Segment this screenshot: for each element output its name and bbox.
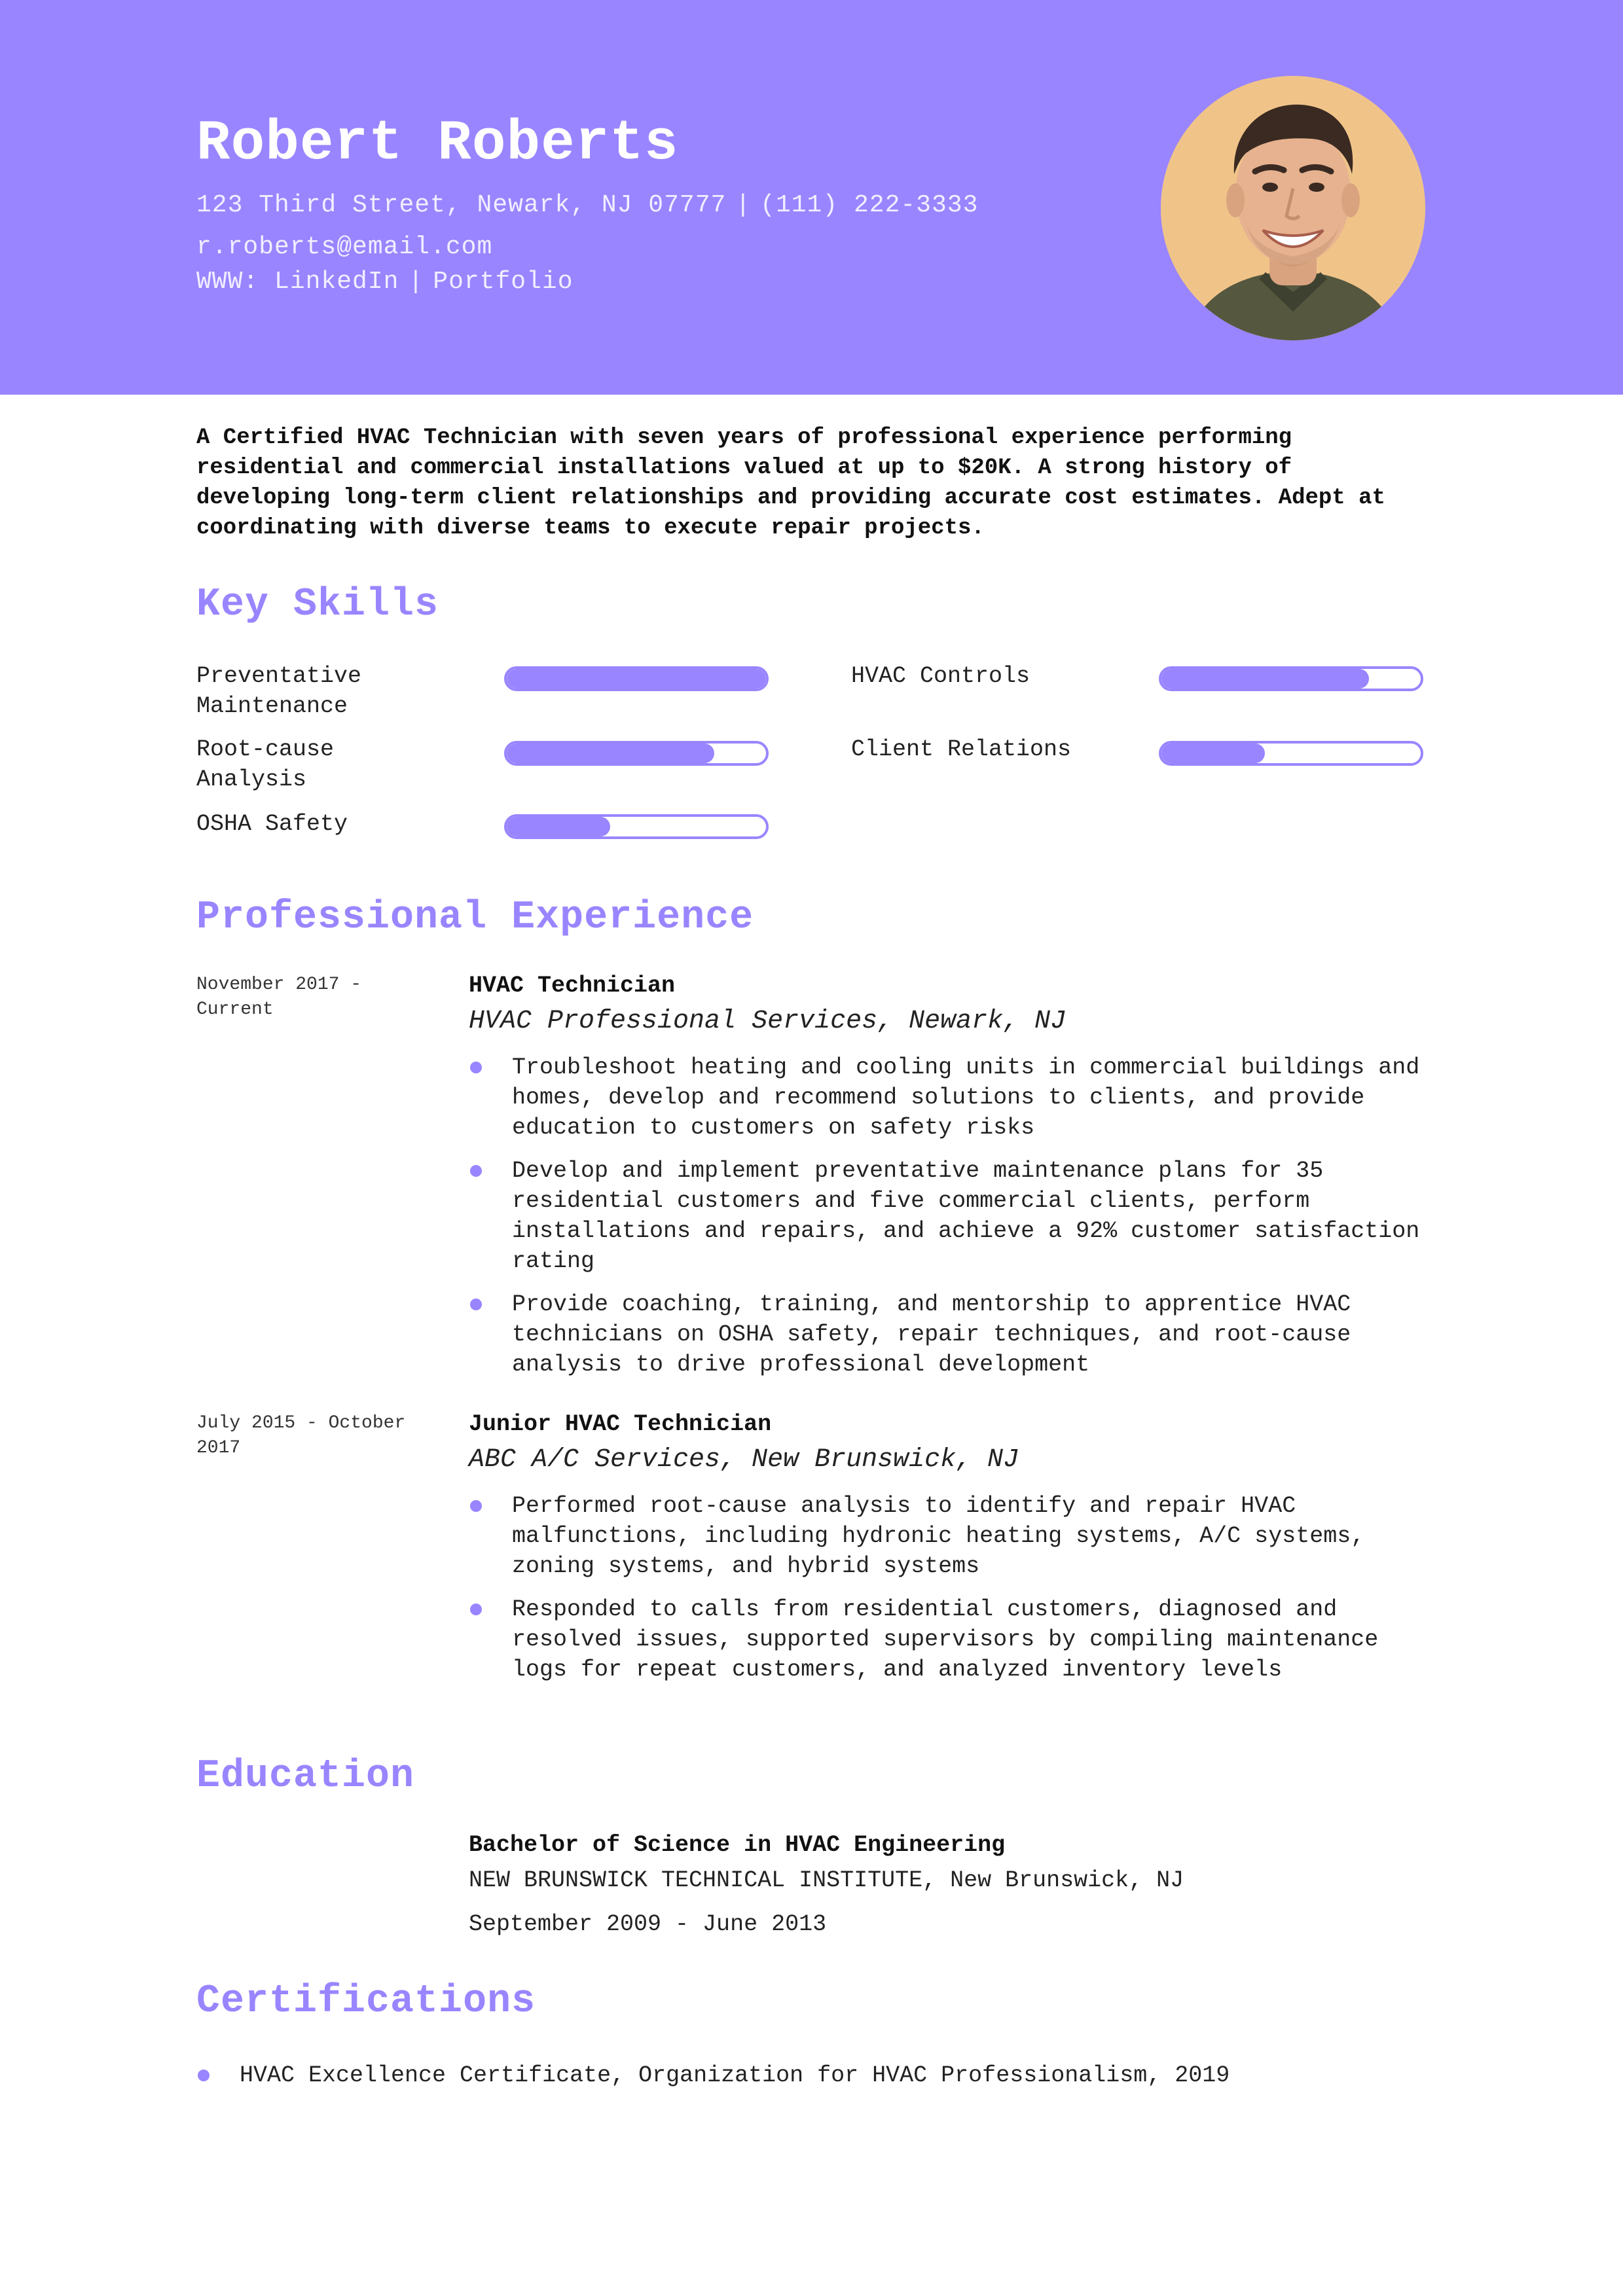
job-dates: November 2017 - Current bbox=[196, 975, 362, 1020]
job-title: Junior HVAC Technician bbox=[469, 1411, 772, 1437]
skill-level-bar bbox=[1159, 666, 1423, 691]
www-label: WWW: bbox=[196, 268, 259, 296]
education-school: NEW BRUNSWICK TECHNICAL INSTITUTE, New Brunswick, NJ bbox=[469, 1867, 1184, 1893]
bullet-dot-icon bbox=[470, 1500, 482, 1512]
professional-summary: A Certified HVAC Technician with seven years of professional experience performing residential and commercial installations valued at up to $20K. A strong history of developing long-term client relationships and providing accurate cost estimates. Adept at coordinating with diverse teams to execute repair projects. bbox=[196, 425, 1385, 541]
email-link[interactable]: r.roberts@email.com bbox=[196, 233, 493, 261]
separator: | bbox=[735, 191, 752, 219]
education-degree: Bachelor of Science in HVAC Engineering bbox=[469, 1832, 1006, 1858]
candidate-name: Robert Roberts bbox=[196, 111, 679, 175]
skill-level-fill bbox=[507, 744, 714, 763]
skill-level-bar bbox=[1159, 741, 1423, 766]
skill-level-fill bbox=[1161, 669, 1369, 689]
certifications-heading: Certifications bbox=[196, 1979, 536, 2024]
list-item bbox=[196, 2060, 1230, 2090]
bullet-dot-icon bbox=[470, 1062, 482, 1073]
linkedin-link[interactable]: LinkedIn bbox=[274, 268, 399, 296]
job-bullets bbox=[469, 1491, 1438, 1698]
job-dates: July 2015 - October 2017 bbox=[196, 1413, 406, 1458]
skills-heading: Key Skills bbox=[196, 583, 439, 627]
address-phone-line bbox=[196, 191, 978, 219]
list-item bbox=[469, 1052, 1438, 1143]
bullet-text: Performed root-cause analysis to identify and repair HVAC malfunctions, including hydronic heating systems, A/C systems, zoning systems, and hybrid systems bbox=[512, 1493, 1365, 1579]
job-title: HVAC Technician bbox=[469, 973, 676, 999]
separator: | bbox=[408, 268, 424, 296]
bullet-text: Develop and implement preventative maintenance plans for 35 residential customers and five commercial clients, perform installations and repairs, and achieve a 92% customer satisfaction rating bbox=[512, 1158, 1420, 1274]
job-company: ABC A/C Services, New Brunswick, NJ bbox=[469, 1445, 1019, 1475]
job-bullets bbox=[469, 1052, 1438, 1393]
bullet-dot-icon bbox=[470, 1604, 482, 1615]
skill-label: Client Relations bbox=[851, 736, 1072, 762]
bullet-dot-icon bbox=[470, 1165, 482, 1177]
education-heading: Education bbox=[196, 1754, 415, 1799]
skill-label: HVAC Controls bbox=[851, 663, 1030, 689]
list-item bbox=[469, 1594, 1438, 1685]
email-line bbox=[196, 233, 492, 261]
bullet-text: Provide coaching, training, and mentorship to apprentice HVAC technicians on OSHA safety, repair techniques, and root-cause analysis to drive professional development bbox=[512, 1291, 1351, 1378]
skill-level-bar bbox=[504, 741, 769, 766]
skill-label: OSHA Safety bbox=[196, 811, 348, 837]
list-item bbox=[469, 1491, 1438, 1581]
skill-level-bar bbox=[504, 666, 769, 691]
header-banner bbox=[0, 0, 1623, 395]
bullet-dot-icon bbox=[198, 2070, 210, 2081]
skill-label: Preventative Maintenance bbox=[196, 663, 362, 719]
education-dates: September 2009 - June 2013 bbox=[469, 1911, 827, 1937]
experience-heading: Professional Experience bbox=[196, 895, 754, 940]
certification-text: HVAC Excellence Certificate, Organization for HVAC Professionalism, 2019 bbox=[240, 2062, 1230, 2089]
phone: (111) 222-3333 bbox=[760, 191, 979, 219]
bullet-text: Troubleshoot heating and cooling units in commercial buildings and homes, develop and recommend solutions to clients, and provide education to customers on safety risks bbox=[512, 1054, 1420, 1141]
list-item bbox=[469, 1289, 1438, 1380]
web-links-line bbox=[196, 268, 574, 296]
skill-level-fill bbox=[507, 817, 610, 836]
skill-label: Root-cause Analysis bbox=[196, 736, 335, 793]
address: 123 Third Street, Newark, NJ 07777 bbox=[196, 191, 727, 219]
job-company: HVAC Professional Services, Newark, NJ bbox=[469, 1007, 1067, 1036]
profile-portrait-icon bbox=[1161, 76, 1425, 340]
skill-level-bar bbox=[504, 814, 769, 839]
bullet-text: Responded to calls from residential customers, diagnosed and resolved issues, supported supervisors by compiling maintenance logs for repeat customers, and analyzed inventory levels bbox=[512, 1596, 1379, 1683]
skill-level-fill bbox=[1161, 744, 1265, 763]
bullet-dot-icon bbox=[470, 1299, 482, 1310]
profile-photo bbox=[1161, 76, 1425, 340]
skill-level-fill bbox=[507, 669, 766, 689]
portfolio-link[interactable]: Portfolio bbox=[433, 268, 574, 296]
list-item bbox=[469, 1156, 1438, 1276]
